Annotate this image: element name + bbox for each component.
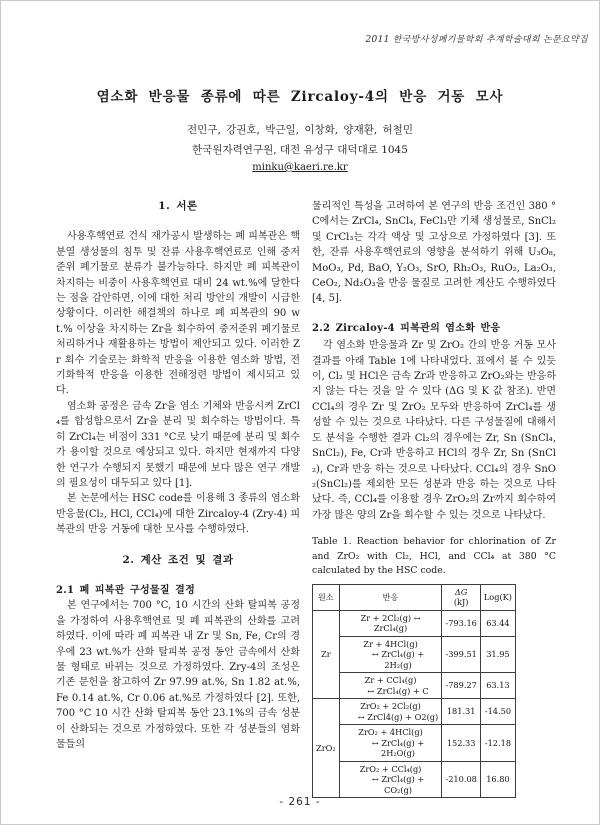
section-2-heading: 2. 계산 조건 및 결과 (122, 553, 234, 566)
logk-cell: 63.44 (480, 610, 515, 636)
email-link[interactable]: minku@kaeri.re.kr (252, 162, 348, 173)
paragraph-intro-3: 본 논문에서는 HSC code를 이용해 3 종류의 염소화 반응물(Cl₂, HCl, CCl₄)에 대한 Zircaloy-4 (Zry-4) 피복관의 반응 거동에 대한 모사를 수행하였다. (56, 493, 300, 536)
paragraph-intro-1: 사용후핵연료 건식 재가공시 발생하는 폐 피복관은 핵분열 생성물의 침투 및 잔류 사용후핵연료로 인해 중저준위 폐기물로 분류가 불가능하다. 하지만 폐 피복관이 차지하는 비중이 사용후핵연료 대비 24 wt.%에 달한다는 점을 감안하면, 이에 대한 처리 방안의 개발이 시급한 상황이다. 이러한 해결책의 하나로 폐 피복관의 90 wt.% 이상을 차지하는 Zr을 회수하여 중저준위 폐기물로 처리하거나 재활용하는 방법이 제안되고 있다. 이러한 Zr 회수 기술로는 화학적 반응을 이용한 염소화 방법, 전기화학적 반응을 이용한 전해정련 방법이 제시되고 있다. (56, 231, 300, 397)
reaction-cell: ZrO₂ + CCl₄(g) ↔ ZrCl₄(g) + CO₂(g) (339, 761, 442, 798)
element-cell-zr: Zr (313, 610, 340, 699)
reaction-cell: Zr + CCl₄(g) ↔ ZrCl₄(g) + C (339, 673, 442, 699)
paragraph-2-1: 본 연구에서는 700 °C, 10 시간의 산화 탈피복 공정을 가정하여 사용후핵연료 및 폐 피복관의 산화를 고려하였다. 이에 따라 폐 피복관 내 Zr 및 Sn, Fe, Cr의 경우에 23 wt.%가 산화 탈피복 공정 동안 금속에서 산화물 형태로 바뀌는 것으로 가정하였다. Zry-4의 조성은 기존 문헌을 참고하여 Zr 97.99 at.%, Sn 1.82 at.%, Fe 0.14 at.%, Cr 0.06 at.%로 가정하였다 [2]. 또한, 700 °C 10 시간 산화 탈피복 동안 23.1%의 금속 성분이 산화되는 것으로 가정하였다. 또한 각 성분들의 염화물들의 (56, 600, 300, 750)
right-column (312, 199, 556, 798)
paragraph-continued: 물리적인 특성을 고려하여 본 연구의 반응 조건인 380 °C에서는 ZrCl₄, SnCl₄, FeCl₃만 기체 생성물로, SnCl₂ 및 CrCl₃는 각각 액상 및 고상으로 가정하였다 [3]. 또한, 잔류 사용후핵연료의 영향을 분석하기 위해 U₃O₈, MoO₃, Pd, BaO, Y₂O₃, SrO, Rh₂O₃, RuO₂, La₂O₃, CeO₂, Nd₂O₃을 반응 물질로 고려한 계산도 수행하였다 [4, 5]. (312, 201, 556, 305)
table-row (313, 636, 516, 673)
element-cell-zro2: ZrO₂ (313, 699, 340, 798)
dg-cell: -399.51 (442, 636, 480, 673)
paragraph-intro-2: 염소화 공정은 금속 Zr을 염소 기체와 반응시켜 ZrCl₄를 합성함으로서 Zr을 분리 및 회수하는 방법이다. 특히 ZrCl₄는 비점이 331 °C로 낮기 때문에 분리 및 회수가 용이할 것으로 예상되고 있다. 하지만 현재까지 다양한 연구가 수행되지 못했기 때문에 보다 많은 연구 개발의 필요성이 대두되고 있다 [1]. (56, 400, 300, 489)
logk-cell: 16.80 (480, 761, 515, 798)
dg-cell: 181.31 (442, 699, 480, 725)
page-number: - 261 - (279, 796, 321, 808)
section-2-1-heading: 2.1 폐 피복관 구성물질 결정 (56, 584, 196, 596)
logk-cell: 31.95 (480, 636, 515, 673)
reaction-cell: ZrO₂ + 4HCl(g) ↔ ZrCl₄(g) + 2H₂O(g) (339, 725, 442, 762)
authors-line: 전민구, 강권호, 박근일, 이창화, 양재환, 허철민 (187, 124, 413, 136)
reaction-cell: Zr + 4HCl(g) ↔ ZrCl₄(g) + 2H₂(g) (339, 636, 442, 673)
dg-cell: 152.33 (442, 725, 480, 762)
section-1-heading: 1. 서론 (158, 200, 198, 212)
reaction-cell: Zr + 2Cl₂(g) ↔ ZrCl₄(g) (339, 610, 442, 636)
logk-cell: -12.18 (480, 725, 515, 762)
paper-title: 염소화 반응물 종류에 따른 Zircaloy-4의 반응 거동 모사 (96, 89, 504, 105)
reaction-table (312, 584, 516, 799)
table-row (313, 610, 516, 636)
dg-cell: -789.27 (442, 673, 480, 699)
two-column-body (1, 199, 599, 798)
paragraph-2-2: 각 염소화 반응물과 Zr 및 ZrO₂ 간의 반응 거동 모사 결과를 아래 Table 1에 나타내었다. 표에서 볼 수 있듯이, Cl₂ 및 HCl은 금속 Zr과 반응하고 ZrO₂와는 반응하지 않는 다는 것을 알 수 있다 (ΔG 및 K 값 참조). 반면 CCl₄의 경우 Zr 및 ZrO₂ 모두와 반응하여 ZrCl₄를 생성할 수 있는 것으로 나타났다. 다른 구성물질에 대해서도 분석을 수행한 결과 Cl₂의 경우에는 Zr, Sn (SnCl₄, SnCl₂), Fe, Cr과 반응하고 HCl의 경우 Zr, Sn (SnCl₂), Cr과 반응 하는 것으로 나타났다. CCl₄의 경우 SnO₂(SnCl₂)를 제외한 모든 성분과 반응 하는 것으로 나타났다. 즉, CCl₄를 이용할 경우 ZrO₂의 Zr까지 회수하여 가장 많은 양의 Zr을 회수할 수 있는 것으로 나타났다. (312, 340, 556, 521)
affiliation-line: 한국원자력연구원, 대전 유성구 대덕대로 1045 (192, 144, 408, 156)
table-row (313, 725, 516, 762)
column-header-reaction: 반응 (339, 584, 442, 610)
table-row (313, 673, 516, 699)
column-header-element: 원소 (313, 584, 340, 610)
proceedings-header: 2011 한국방사성폐기물학회 추계학술대회 논문요약집 (365, 35, 588, 45)
logk-cell: -14.50 (480, 699, 515, 725)
left-column (56, 199, 300, 798)
dg-cell: -793.16 (442, 610, 480, 636)
table-1-caption: Table 1. Reaction behavior for chlorination of Zr and ZrO₂ with Cl₂, HCl, and CCl₄ at 380 °C calculated by the HSC code. (312, 536, 556, 577)
reaction-cell: ZrO₂ + 2Cl₂(g) ↔ ZrCl4(g) + O2(g) (339, 699, 442, 725)
table-row (313, 761, 516, 798)
table-row (313, 699, 516, 725)
column-header-delta-g: ΔG (kJ) (442, 584, 480, 610)
title-block (1, 85, 599, 173)
logk-cell: 63.13 (480, 673, 515, 699)
email-line (1, 162, 599, 173)
section-2-2-heading: 2.2 Zircaloy-4 피복관의 염소화 반응 (312, 322, 501, 334)
table-header-row (313, 584, 516, 610)
dg-cell: -210.08 (442, 761, 480, 798)
column-header-logk: Log(K) (480, 584, 515, 610)
